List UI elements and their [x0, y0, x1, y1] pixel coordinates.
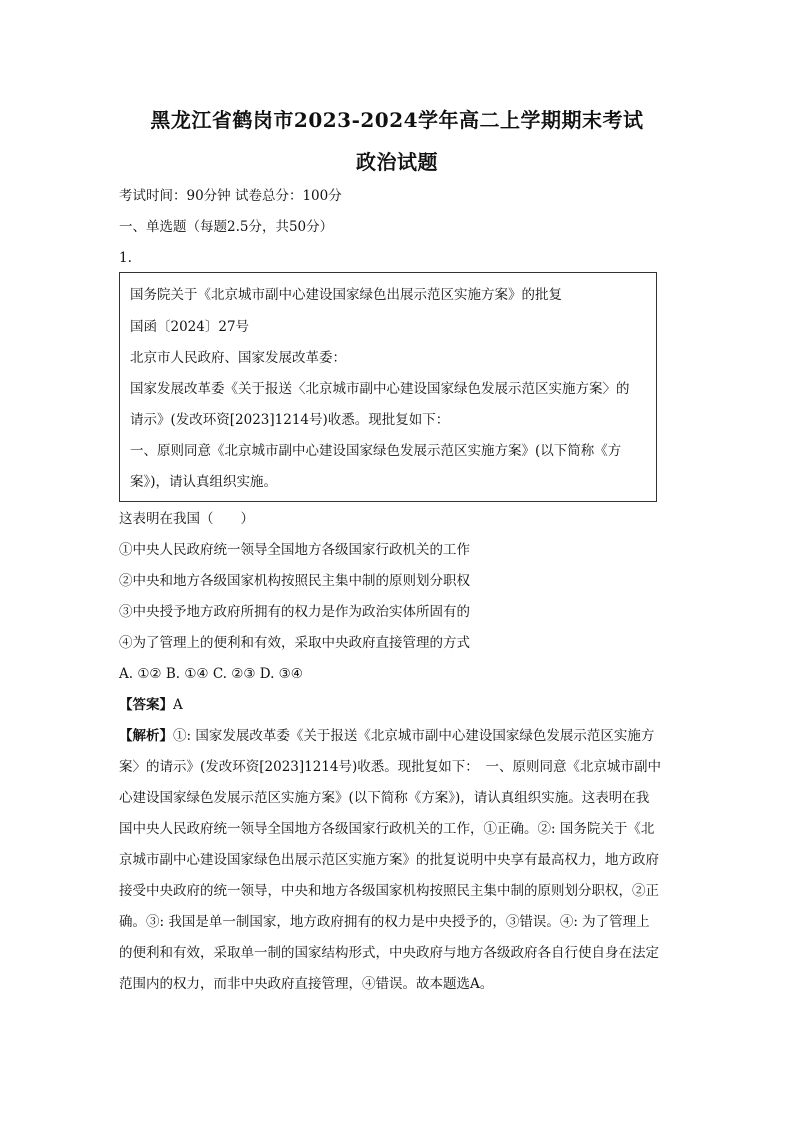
box-line: 国务院关于《北京城市副中心建设国家绿色出展示范区实施方案》的批复	[130, 287, 562, 303]
analysis-line: 京城市副中心建设国家绿色出展示范区实施方案》的批复说明中央享有最高权力，地方政府	[119, 852, 659, 868]
analysis-text: ①: 国家发展改革委《关于报送《北京城市副中心建设国家绿色发展示范区实施方	[173, 728, 655, 744]
question-stem: 这表明在我国（ ）	[119, 511, 254, 527]
analysis-line: 范围内的权力，而非中央政府直接管理，④错误。故本题选A。	[119, 976, 494, 992]
analysis-line: 的便利和有效，采取单一制的国家结构形式，中央政府与地方各级政府各自行使自身在法定	[119, 945, 659, 961]
option-item: ②中央和地方各级国家机构按照民主集中制的原则划分职权	[119, 573, 470, 589]
option-item: ①中央人民政府统一领导全国地方各级国家行政机关的工作	[119, 542, 470, 558]
analysis-line: 国中央人民政府统一领导全国地方各级国家行政机关的工作，①正确。②: 国务院关于《北	[119, 821, 655, 837]
quoted-document-box	[119, 272, 657, 502]
exam-info: 考试时间：90分钟 试卷总分：100分	[119, 188, 342, 204]
box-line: 案》)，请认真组织实施。	[130, 474, 278, 490]
answer-line	[119, 695, 183, 715]
box-line: 国函〔2024〕27号	[130, 319, 250, 335]
answer-label: 【答案】	[119, 697, 173, 713]
box-line: 请示》(发改环资[2023]1214号)收悉。现批复如下：	[130, 412, 450, 428]
box-line: 一、原则同意《北京城市副中心建设国家绿色发展示范区实施方案》(以下简称《方	[130, 443, 622, 459]
analysis-label: 【解析】	[119, 728, 173, 744]
analysis-line: 接受中央政府的统一领导，中央和地方各级国家机构按照民主集中制的原则划分职权，②正	[119, 883, 659, 899]
option-item: ③中央授予地方政府所拥有的权力是作为政治实体所固有的	[119, 604, 470, 620]
answer-value: A	[173, 697, 183, 713]
option-item: ④为了管理上的便利和有效，采取中央政府直接管理的方式	[119, 635, 470, 651]
document-subtitle: 政治试题	[356, 150, 438, 174]
analysis-line: 确。③: 我国是单一制国家，地方政府拥有的权力是中央授予的，③错误。④: 为了管理上	[119, 914, 650, 930]
analysis-line: 心建设国家绿色发展示范区实施方案》(以下简称《方案》)，请认真组织实施。这表明在我	[119, 790, 650, 806]
box-line: 北京市人民政府、国家发展改革委：	[130, 350, 346, 366]
section-heading: 一、单选题（每题2.5分，共50分）	[119, 219, 334, 235]
question-number: 1.	[119, 250, 132, 266]
document-title: 黑龙江省鹤岗市2023-2024学年高二上学期期末考试	[150, 108, 644, 132]
analysis-line	[119, 726, 675, 746]
box-line: 国家发展改革委《关于报送〈北京城市副中心建设国家绿色发展示范区实施方案〉的	[130, 381, 630, 397]
analysis-line: 案〉的请示》(发改环资[2023]1214号)收悉。现批复如下： 一、原则同意《北京城市副中	[119, 759, 662, 775]
answer-choices: A. ①② B. ①④ C. ②③ D. ③④	[119, 666, 303, 682]
